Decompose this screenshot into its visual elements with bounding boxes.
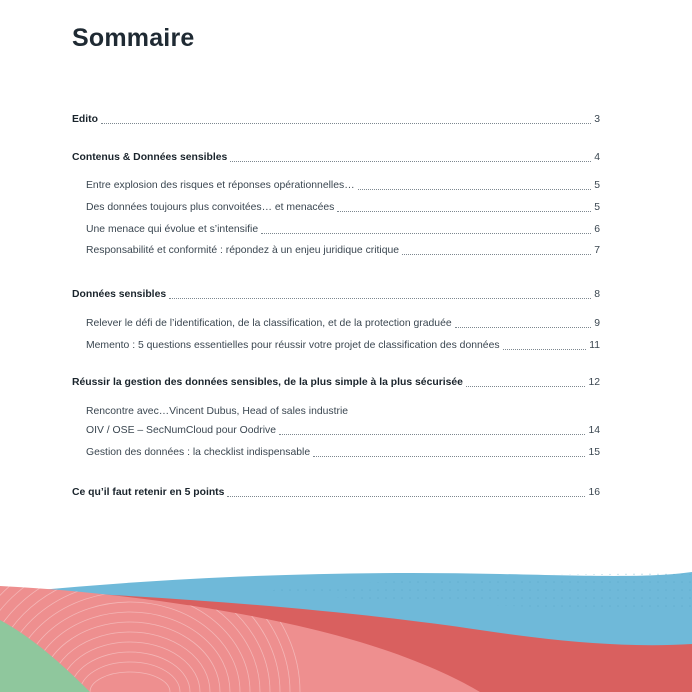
toc-entry-label: Gestion des données : la checklist indispensable [86,447,311,458]
toc-dot-leader [261,233,591,234]
toc-entry-label: Données sensibles [72,289,167,300]
toc-section-entry[interactable] [72,288,600,302]
toc-entry-label: Contenus & Données sensibles [72,152,228,163]
toc-page-number: 5 [594,180,600,191]
toc-dot-leader [230,161,591,162]
page-title: Sommaire [72,24,195,52]
toc-dot-leader [337,211,591,212]
toc-section-entry[interactable] [72,113,600,127]
toc-page-number: 7 [594,245,600,256]
toc-dot-leader [169,298,591,299]
toc-entry-label: Une menace qui évolue et s’intensifie [86,224,259,235]
toc-entry-label: Memento : 5 questions essentielles pour réussir votre projet de classification des données [86,340,500,351]
toc-page-number: 15 [588,447,600,458]
toc-entry-label: Rencontre avec…Vincent Dubus, Head of sales industrie [86,406,349,417]
decorative-wave-footer [0,572,692,692]
toc-dot-leader [279,434,585,435]
toc-entry-label: Ce qu’il faut retenir en 5 points [72,487,225,498]
toc-page-number: 5 [594,202,600,213]
toc-entry-label: Entre explosion des risques et réponses opérationnelles… [86,180,355,191]
toc-page-number: 4 [594,152,600,163]
toc-subsection-entry[interactable] [72,223,600,237]
toc-entry-label: Relever le défi de l’identification, de la classification, et de la protection graduée [86,318,452,329]
toc-entry-label: Responsabilité et conformité : répondez à un enjeu juridique critique [86,245,400,256]
toc-page-number: 12 [588,377,600,388]
toc-dot-leader [227,496,585,497]
toc-dot-leader [503,349,587,350]
toc-entry-label: Edito [72,114,98,125]
toc-subsection-entry[interactable] [72,317,600,331]
toc-dot-leader [402,254,591,255]
toc-dot-leader [466,386,585,387]
toc-section-entry[interactable] [72,151,600,165]
toc-section-entry[interactable] [72,376,600,390]
toc-dot-leader [313,456,585,457]
toc-entry-label: Réussir la gestion des données sensibles, de la plus simple à la plus sécurisée [72,377,463,388]
toc-subsection-entry[interactable] [72,244,600,258]
toc-page-number: 3 [594,114,600,125]
toc-subsection-entry[interactable] [72,179,600,193]
toc-subsection-entry[interactable] [72,339,600,353]
toc-page-number: 14 [588,425,600,436]
toc-page-number: 11 [589,340,600,351]
toc-subsection-entry[interactable] [72,446,600,460]
toc-entry-label: OIV / OSE – SecNumCloud pour Oodrive [86,425,276,436]
toc-subsection-entry[interactable] [72,424,600,438]
toc-subsection-entry[interactable] [72,201,600,215]
toc-subsection-entry[interactable] [72,405,600,419]
toc-dot-leader [358,189,592,190]
toc-entry-label: Des données toujours plus convoitées… et menacées [86,202,335,213]
toc-page-number: 16 [588,487,600,498]
toc-section-entry[interactable] [72,486,600,500]
toc-page-number: 8 [594,289,600,300]
toc-page-number: 6 [594,224,600,235]
toc-dot-leader [101,123,591,124]
toc-dot-leader [455,327,592,328]
toc-page-number: 9 [594,318,600,329]
